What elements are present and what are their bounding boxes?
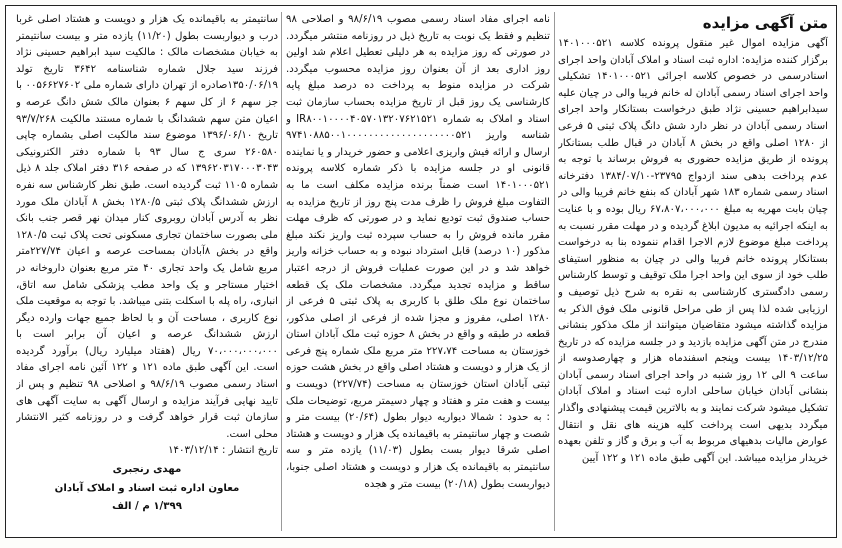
column-divider <box>554 12 555 531</box>
notice-title: متن آگهی مزایده <box>702 14 828 32</box>
publish-date: تاریخ انتشار : ۱۴۰۳/۱۲/۱۴ <box>168 445 278 457</box>
notice-column-middle <box>286 12 550 531</box>
signer-title: معاون اداره ثبت اسناد و املاک آبادان <box>54 482 240 494</box>
notice-column-left <box>16 12 278 531</box>
notice-body-part1: آگهی مزایده اموال غیر منقول پرونده کلاسه ۱۴۰۱۰۰۰۵۲۱ برگزار کننده مزایده: اداره ثبت اسناد و املاک آبادان واحد اجرای اسنادرسمی در خصوص کلاسه اجرائی ۱۴۰۱۰۰۰۵۲۱ تشکیلی واحد اجرای اسناد رسمی آبادان له خانم فریبا والی در چیان علیه سیدابراهیم حسینی نژاد طبق درخواست بستانکار واحد اجرای اسناد رسمی آبادان در نظر دارد شش دانگ پلاک ثبتی ۵ فرعی از ۱۲۸۰ اصلی واقع در بخش ۸ آبادان در قبال طلب بستانکار پرونده از طریق مزایده حضوری به فروش برساند با توجه به عدم پرداخت بدهی سند ازدواج ۲۳۷۹۵-۱۳۸۴/۰۷/۱۰ دفترخانه اسناد رسمی شماره ۱۸۳ شهر آبادان که بنفع خانم فریبا والی در چیان بابت مهریه به مبلغ ۶۷،۸۰۷،۰۰۰،۰۰۰ ریال بوده و با عنایت به اینکه اجرائیه به مدیون ابلاغ گردیده و در مهلت مقرر نسبت به پرداخت مبلغ موضوع لازم الاجرا اقدام ننموده بنا به درخواست بستانکار پرونده خانم فریبا والی در چیان به منظور استیفای طلب خود از سوی این واحد اجرا ملک توقیف و توسط کارشناس رسمی دادگستری کارشناسی به نقره به شرح ذیل توصیف و ارزیابی شده لذا پس از طی مراحل قانونی ملک فوق الذکر به مزایده گذاشته میشود متقاضیان میتوانند از ملک مذکور بنشانی مندرج در متن آگهی مزایده بازدید و در جلسه مزایده که در تاریخ ۱۴۰۳/۱۲/۲۵ بیست وپنجم اسفندماه هزار و چهارصدوسه از ساعت ۹ الی ۱۲ روز شنبه در واحد اجرای اسناد رسمی آبادان بنشانی آبادان خیابان ساحلی اداره ثبت اسناد و املاک آبادان تشکیل میشود شرکت نمایند و به بالاترین قیمت پیشنهادی واگذار میگردد بدیهی است پرداخت کلیه هزینه های نقل و انتقال عوارض مالیات بدهیهای مربوط به آب و برق و گاز و تلفن بعهده خریدار مزایده میباشد. این آگهی طبق ماده ۱۲۱ و ۱۲۲ آیین <box>558 38 828 464</box>
auction-notice <box>5 5 837 538</box>
signer-name: مهدی رنجبری <box>112 464 182 476</box>
notice-body-part2: نامه اجرای مفاد اسناد رسمی مصوب ۹۸/۶/۱۹ و اصلاحی ۹۸ تنظیم و فقط یک نوبت به تاریخ ذیل در روزنامه منتشر میگردد. در صورتی که روز مزایده به هر دلیلی تعطیل اعلام شد اولین روز اداری بعد از آن بعنوان روز مزایده محسوب میگردد. شرکت در مزایده منوط به پرداخت ده درصد مبلغ پایه کارشناسی یک روز قبل از تاریخ مزایده بحساب سازمان ثبت اسناد و املاک به شماره IR۸۰۰۱۰۰۰۰۴۰۵۷۰۱۳۲۰۷۶۲۱۵۲۱ و شناسه واریز ۹۷۴۱۰۸۸۵۰۰۱۰۰۰۰۰۰۰۰۰۰۰۰۰۰۰۰۰۰۰۰۵۲۱ ارسال و ارائه فیش واریزی اعلامی و حضور خریدار و یا نماینده قانونی او در جلسه مزایده با ذکر شماره کلاسه پرونده ۱۴۰۱۰۰۰۵۲۱ است ضمناً برنده مزایده مکلف است ما به التفاوت مبلغ فروش را ظرف مدت پنج روز از تاریخ مزایده به حساب صندوق ثبت تودیع نماید و در صورتی که ظرف مهلت مقرر مانده فروش را به حساب سپرده ثبت واریز نکند مبلغ مذکور (۱۰ درصد) قابل استرداد نبوده و به حساب خزانه واریز خواهد شد و در این صورت عملیات فروش از درجه اعتبار ساقط و مزایده تجدید میگردد. مشخصات ملک یک قطعه ساختمان نوع ملک طلق با کاربری به پلاک ثبتی ۵ فرعی از ۱۲۸۰ اصلی، مفروز و مجزا شده از فرعی از اصلی مذکور، قطعه در طبقه و واقع در بخش ۸ حوزه ثبت ملک آبادان استان خوزستان به مساحت ۲۲۷،۷۴ متر مربع ملک شماره پنج فرعی از یک هزار و دویست و هشتاد اصلی واقع در بخش هشت حوزه ثبتی آبادان استان خوزستان به مساحت (۲۲۷/۷۴) دویست و بیست و هفت متر و هفتاد و چهار دسیمتر مربع، توضیحات ملک : به حدود : شمالا دیواریه دیوار بطول (۲۰/۶۴) بیست متر و شصت و چهار سانتیمتر به باقیمانده یک هزار و دویست و هشتاد اصلی شرقا دیوار بست بطول (۱۱/۰۳) یازده متر و سه سانتیمتر به باقیمانده یک هزار و دویست و هشتاد اصلی جنوبا، دیواربست بطول (۲۰/۱۸) بیست متر و هجده <box>286 14 550 490</box>
notice-column-right <box>558 12 828 531</box>
notice-body-part3: سانتیمتر به باقیمانده یک هزار و دویست و هشتاد اصلی غربا درب و دیواربست بطول (۱۱/۲۰) یازده متر و بیست سانتیمتر به خیابان مشخصات مالک : مالکیت سید ابراهیم حسینی نژاد فرزند سید جلال شماره شناسنامه ۳۶۴۲ تاریخ تولد ۱۳۵۰/۰۶/۱۹صادره از تهران دارای شماره ملی ۰۰۵۶۶۲۷۶۰۲ با جز سهم ۶ از کل سهم ۶ بعنوان مالک شش دانگ عرصه و اعیان متن سهم ششدانگ با شماره مستند مالکیت ۹۳/۷/۲۶۸ تاریخ ۱۳۹۶/۰۶/۱۰ موضوع سند مالکیت اصلی بشماره چاپی ۲۶۰۵۸۰ سری ج سال ۹۳ با شماره دفتر الکترونیکی ۱۳۹۶۲۰۳۱۷۰۰۰۳۰۴۳ که در صفحه ۳۱۶ دفتر املاک جلد ۸ ذیل شماره ۱۱۰۵ ثبت گردیده است. طبق نظر کارشناس سه نفره ارزش ششدانگ پلاک ثبتی ۱۲۸۰/۵ بخش ۸ آبادان ملک مورد نظر به آدرس آبادان روبروی کنار میدان نهر قصر جنب بانک ملی بصورت ساختمان تجاری مسکونی تحت پلاک ثبت ۱۲۸۰/۵ واقع در بخش ۸آبادان بمساحت عرصه و اعیان ۲۲۷/۷۴متر مربع شامل یک واحد تجاری ۴۰ متر مربع بعنوان داروخانه در اختیار مستاجر و یک واحد مطب پزشکی شامل سه اتاق، انباری، راه پله با اسکلت بتنی میباشد. با توجه به موقعیت ملک نوع کاربری ، مساحت آن و با لحاظ جمیع جهات وارده دیگر ارزش ششدانگ عرصه و اعیان آن برابر است با ۷۰،۰۰۰،۰۰۰،۰۰۰ ریال (هفتاد میلیارد ریال) برآورد گردیده است. این آگهی طبق ماده ۱۲۱ و ۱۲۲ آئین نامه اجرای مفاد اسناد رسمی مصوب ۹۸/۶/۱۹ و اصلاحی ۹۸ تنظیم و پس از تایید نهایی فرآیند مزایده و ارسال آگهی به سایت آگهی های سازمان ثبت قرار خواهد گرفت و در روزنامه کثیر الانتشار محلی است. <box>16 14 278 440</box>
column-divider <box>281 12 282 531</box>
reference-number: ۱/۳۹۹ م / الف <box>112 501 182 513</box>
